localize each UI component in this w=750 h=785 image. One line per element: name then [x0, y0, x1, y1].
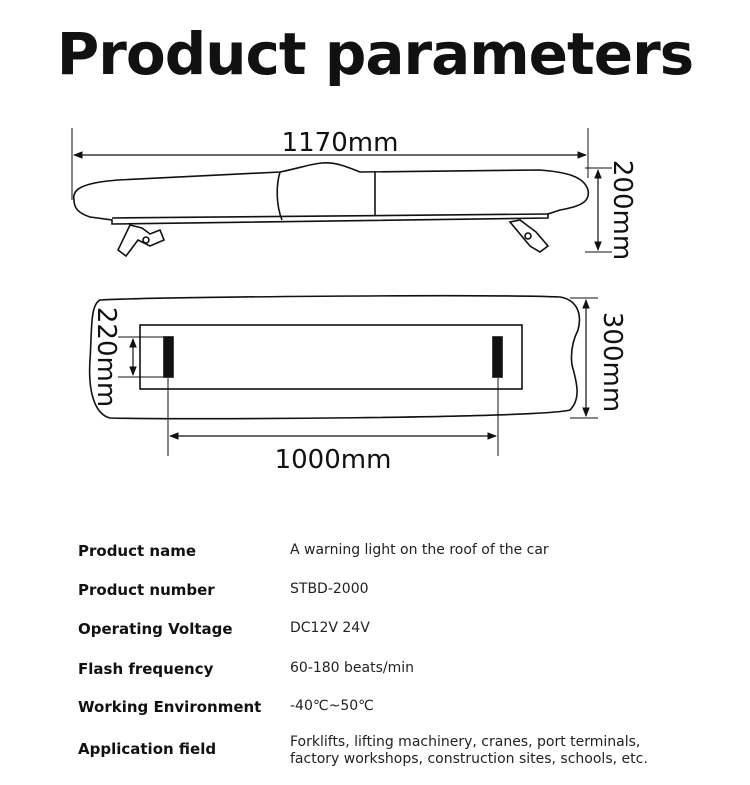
param-value: 60-180 beats/min: [290, 660, 415, 676]
param-value: DC12V 24V: [290, 620, 370, 636]
param-label: Application field: [78, 740, 217, 758]
param-label: Working Environment: [78, 698, 262, 716]
depth-label: 300mm: [597, 311, 627, 413]
param-label: Product number: [78, 581, 215, 599]
param-value-line-1: Forklifts, lifting machinery, cranes, port terminals,: [290, 734, 641, 750]
param-label: Product name: [78, 542, 197, 560]
param-value: A warning light on the roof of the car: [290, 542, 549, 558]
top-view: [90, 296, 598, 456]
inner-width-label: 220mm: [91, 306, 121, 408]
mount-spacing-label: 1000mm: [274, 445, 392, 475]
param-label: Operating Voltage: [78, 620, 233, 638]
length-label: 1170mm: [281, 128, 399, 158]
param-value-line-2: factory workshops, construction sites, schools, etc.: [290, 751, 648, 767]
page-title: Product parameters: [56, 20, 694, 88]
param-value: STBD-2000: [290, 581, 369, 597]
param-value: [290, 734, 710, 768]
param-value: -40℃~50℃: [290, 698, 374, 714]
height-label: 200mm: [607, 159, 637, 261]
param-label: Flash frequency: [78, 660, 214, 678]
